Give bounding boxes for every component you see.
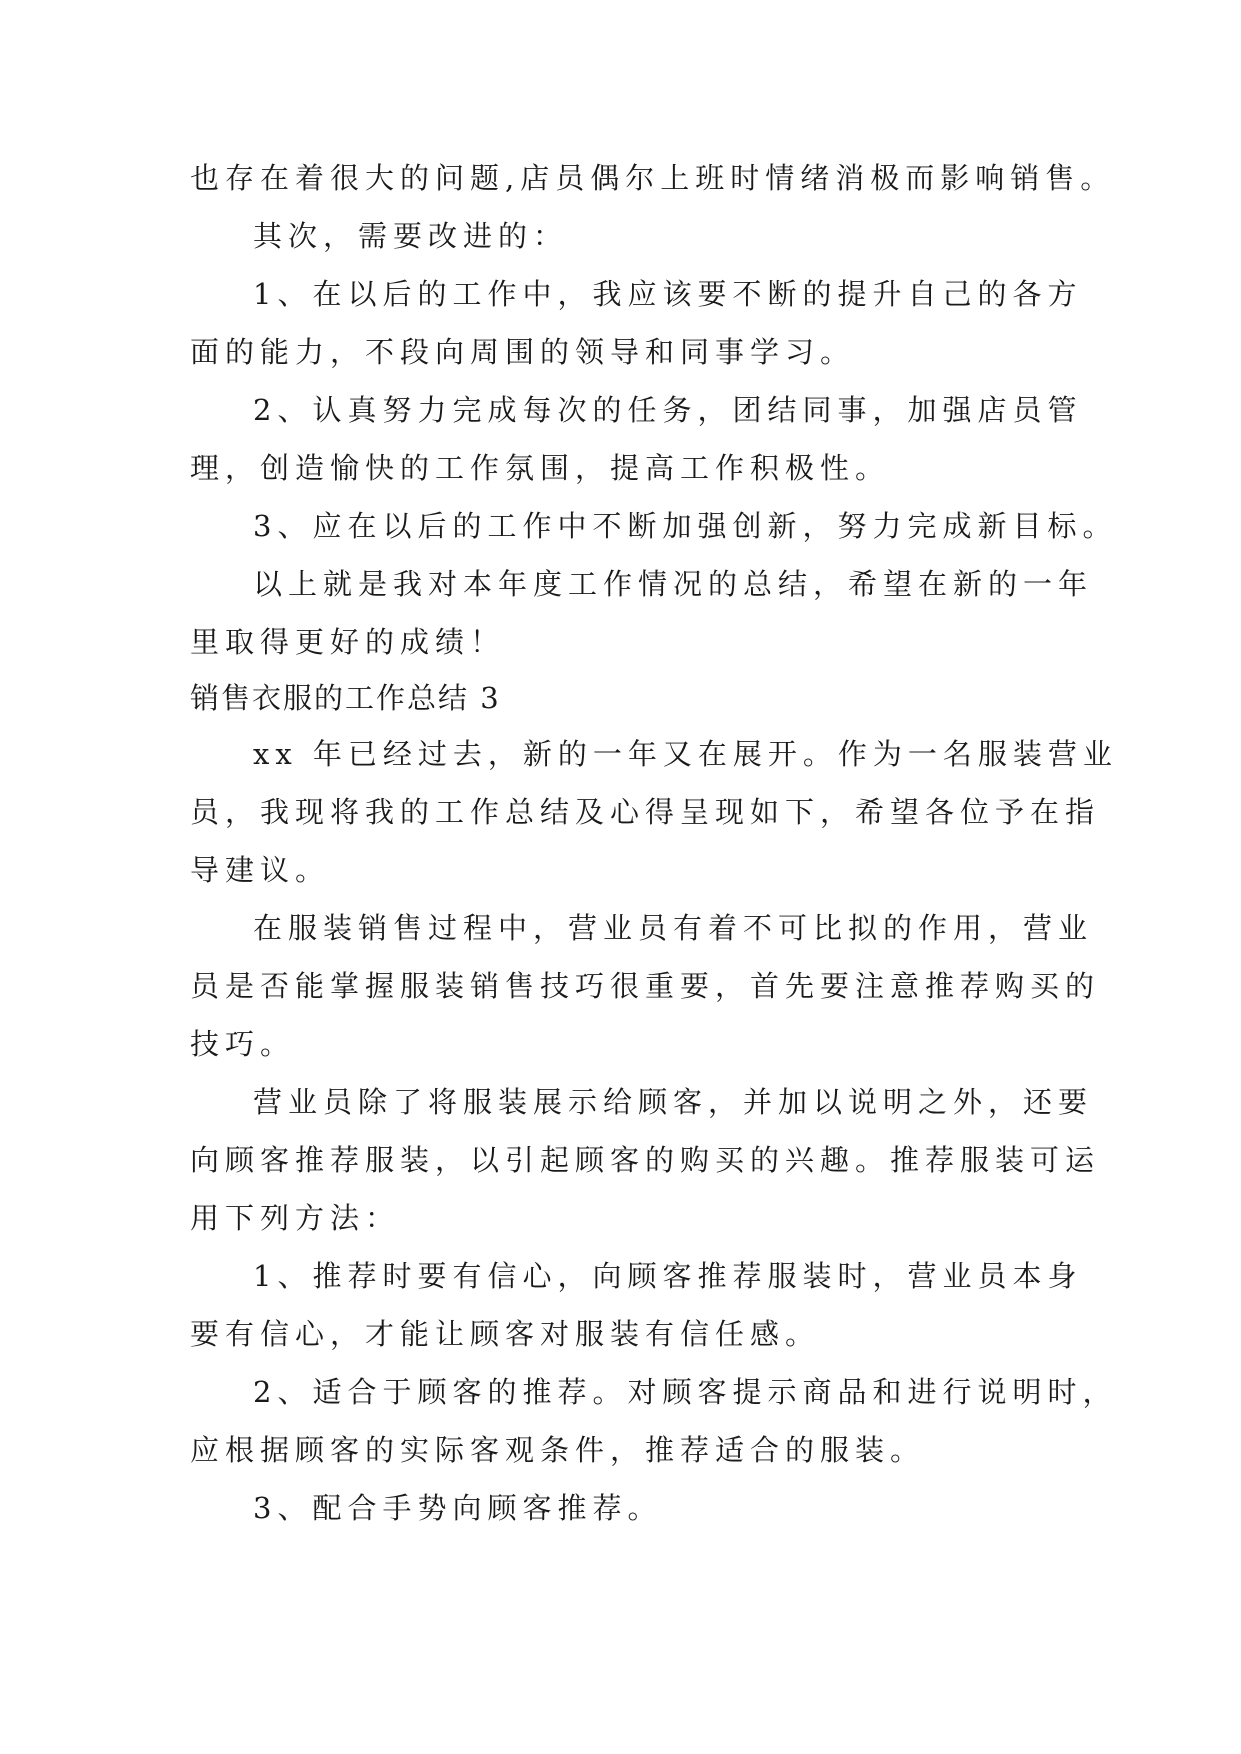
- text-line: 2、认真努力完成每次的任务，团结同事，加强店员管: [253, 393, 1083, 427]
- text-line: 以上就是我对本年度工作情况的总结，希望在新的一年: [253, 567, 1094, 601]
- text-line: 理，创造愉快的工作氛围，提高工作积极性。: [190, 451, 891, 485]
- text-line: 1、在以后的工作中，我应该要不断的提升自己的各方: [253, 277, 1083, 311]
- text-line: 其次，需要改进的：: [253, 219, 569, 253]
- text-line: 导建议。: [190, 853, 331, 887]
- text-line: 面的能力，不段向周围的领导和同事学习。: [190, 335, 856, 369]
- text-line: xx 年已经过去，新的一年又在展开。作为一名服装营业: [253, 737, 1118, 771]
- text-line: 1、推荐时要有信心，向顾客推荐服装时，营业员本身: [253, 1259, 1083, 1293]
- text-line: 营业员除了将服装展示给顾客，并加以说明之外，还要: [253, 1085, 1094, 1119]
- text-line: 在服装销售过程中，营业员有着不可比拟的作用，营业: [253, 911, 1094, 945]
- text-line: 员，我现将我的工作总结及心得呈现如下，希望各位予在指: [190, 795, 1101, 829]
- text-line: 里取得更好的成绩！: [190, 625, 506, 659]
- text-line: 用下列方法：: [190, 1201, 401, 1235]
- section-heading: 销售衣服的工作总结 3: [190, 681, 501, 715]
- text-line: 也存在着很大的问题,店员偶尔上班时情绪消极而影响销售。: [190, 161, 1116, 195]
- text-line: 2、适合于顾客的推荐。对顾客提示商品和进行说明时，: [253, 1375, 1118, 1409]
- text-line: 3、配合手势向顾客推荐。: [253, 1491, 663, 1525]
- text-line: 要有信心，才能让顾客对服装有信任感。: [190, 1317, 821, 1351]
- text-line: 向顾客推荐服装，以引起顾客的购买的兴趣。推荐服装可运: [190, 1143, 1101, 1177]
- text-line: 应根据顾客的实际客观条件，推荐适合的服装。: [190, 1433, 926, 1467]
- text-line: 员是否能掌握服装销售技巧很重要，首先要注意推荐购买的: [190, 969, 1101, 1003]
- text-line: 技巧。: [190, 1027, 296, 1061]
- text-line: 3、应在以后的工作中不断加强创新，努力完成新目标。: [253, 509, 1118, 543]
